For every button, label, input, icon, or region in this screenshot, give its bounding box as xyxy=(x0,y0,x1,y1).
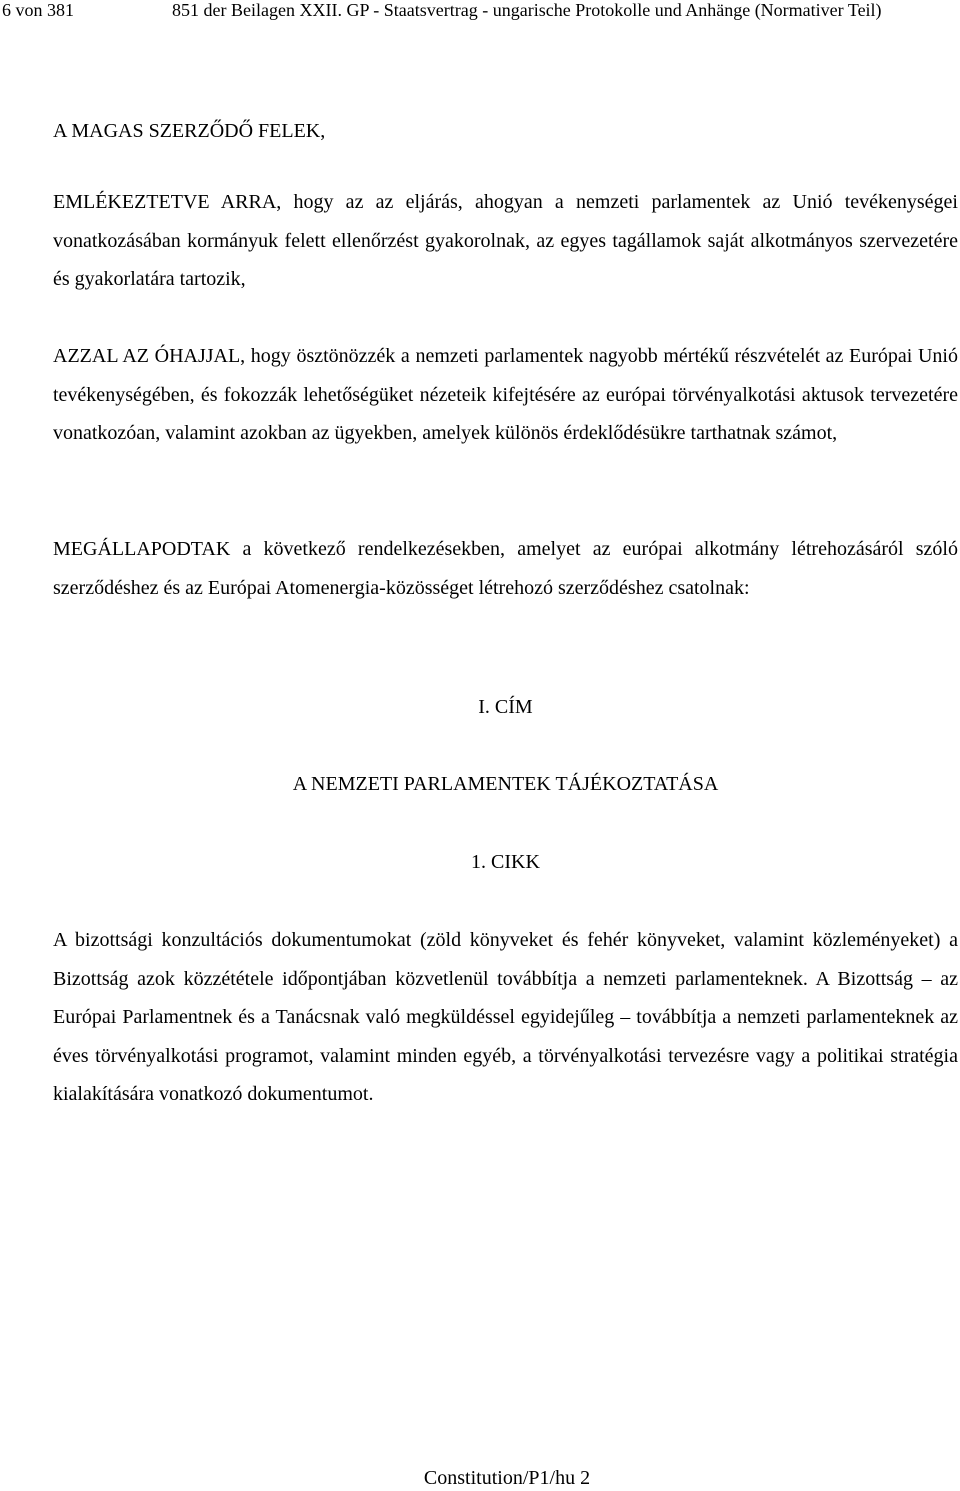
article-paragraph: A bizottsági konzultációs dokumentumokat (zöld könyveket és fehér könyveket, valamint közleményeket) a Bizottság azok közzététele időpontjában közvetlenül továbbítja a nemzeti parlamenteknek. A Bizottság – az Európai Parlamentnek és a Tanácsnak való megküldéssel egyidejűleg – továbbítja a nemzeti parlamenteknek az éves törvényalkotási programot, valamint minden egyéb, a törvényalkotási tervezésre vagy a politikai stratégia kialakítására vonatkozó dokumentumot. xyxy=(53,929,958,1105)
agreement-paragraph: MEGÁLLAPODTAK a következő rendelkezésekben, amelyet az európai alkotmány létrehozásáról szóló szerződéshez és az Európai Atomenergia-közösséget létrehozó szerződéshez csatolnak: xyxy=(53,538,958,599)
recital-paragraph-1: EMLÉKEZTETVE ARRA, hogy az az eljárás, ahogyan a nemzeti parlamentek az Unió tevékenységei vonatkozásában kormányuk felett ellenőrzést gyakorolnak, az egyes tagállamok saját alkotmányos szervezetére és gyakorlatára tartozik, xyxy=(53,191,958,290)
document-title: 851 der Beilagen XXII. GP - Staatsvertrag - ungarische Protokolle und Anhänge (Normativer Teil) xyxy=(172,0,882,20)
page-header xyxy=(0,0,960,26)
title-number-heading: I. CÍM xyxy=(478,696,533,718)
page-number: 6 von 381 xyxy=(2,0,74,20)
page-footer: Constitution/P1/hu 2 xyxy=(423,1467,591,1489)
article-number-heading: 1. CIKK xyxy=(471,851,540,873)
title-name-heading: A NEMZETI PARLAMENTEK TÁJÉKOZTATÁSA xyxy=(292,773,719,795)
parties-line: A MAGAS SZERZŐDŐ FELEK, xyxy=(53,120,326,142)
recital-paragraph-2: AZZAL AZ ÓHAJJAL, hogy ösztönözzék a nemzeti parlamentek nagyobb mértékű részvételét az Európai Unió tevékenységében, és fokozzák lehetőségüket nézeteik kifejtésére az európai törvényalkotási aktusok tervezetére vonatkozóan, valamint azokban az ügyekben, amelyek különös érdeklődésükre tarthatnak számot, xyxy=(53,345,958,444)
